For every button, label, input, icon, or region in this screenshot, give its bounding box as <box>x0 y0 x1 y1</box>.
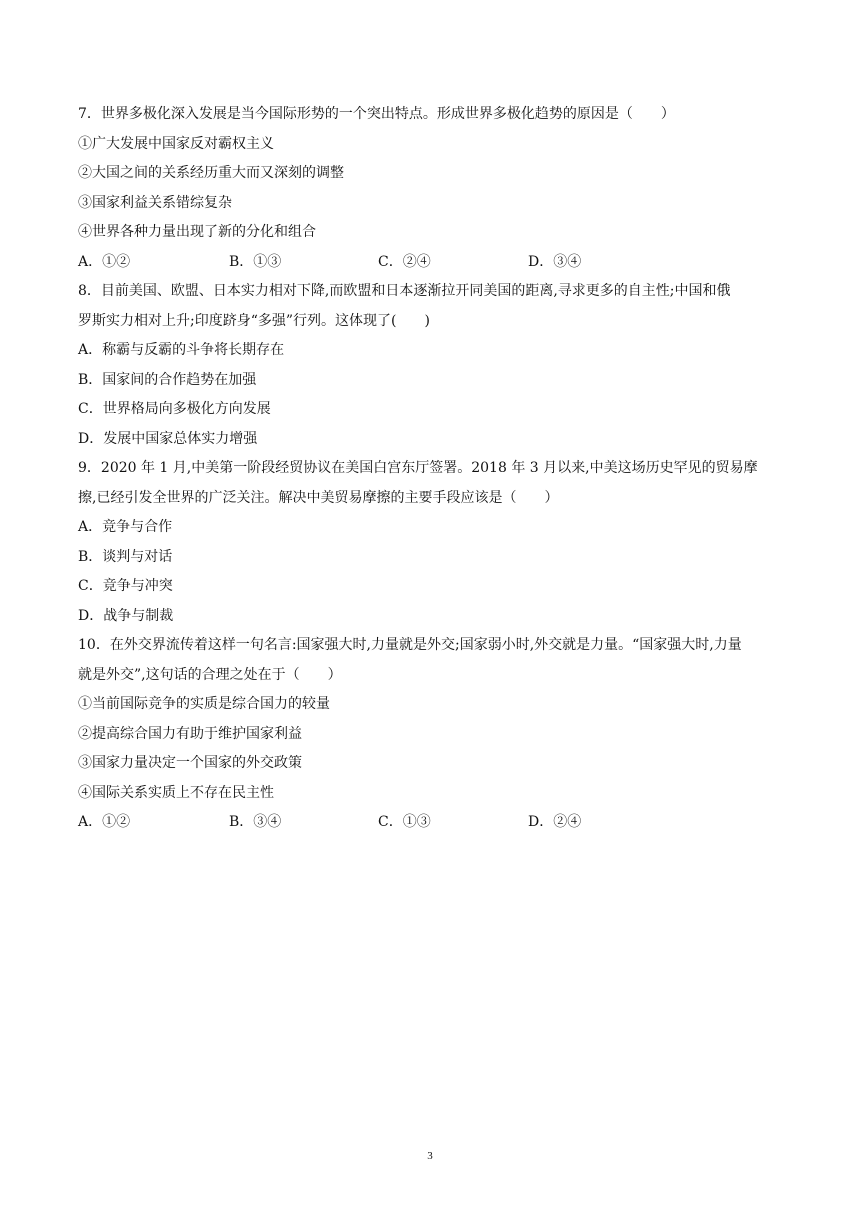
q8-choice-b: B．国家间的合作趋势在加强 <box>78 372 257 388</box>
q10-option-b: B．③④ <box>229 814 282 830</box>
q9-choice-c: C．竞争与冲突 <box>78 578 173 594</box>
q8-choice-c: C．世界格局向多极化方向发展 <box>78 401 271 417</box>
q7-item-1: ①广大发展中国家反对霸权主义 <box>78 136 274 152</box>
q7-item-4: ④世界各种力量出现了新的分化和组合 <box>78 224 316 240</box>
q8-stem-line-1: 8．目前美国、欧盟、日本实力相对下降,而欧盟和日本逐渐拉开同美国的距离,寻求更多的自主性;中国和俄 <box>78 283 731 299</box>
q7-option-d: D．③④ <box>528 254 582 270</box>
q9-choice-a: A．竞争与合作 <box>78 519 173 535</box>
q8-choice-d: D．发展中国家总体实力增强 <box>78 431 258 447</box>
q9-choice-d: D．战争与制裁 <box>78 608 174 624</box>
q10-item-3: ③国家力量决定一个国家的外交政策 <box>78 755 302 771</box>
q7-item-2: ②大国之间的关系经历重大而又深刻的调整 <box>78 165 344 181</box>
q10-item-2: ②提高综合国力有助于维护国家利益 <box>78 726 302 742</box>
q7-option-b: B．①③ <box>229 254 282 270</box>
q8-choice-a: A．称霸与反霸的斗争将长期存在 <box>78 342 285 358</box>
q7-options <box>78 252 778 272</box>
q10-stem-line-2: 就是外交”,这句话的合理之处在于（ ） <box>78 667 342 683</box>
q10-options <box>78 812 778 832</box>
q10-option-d: D．②④ <box>528 814 582 830</box>
q9-stem-line-2: 擦,已经引发全世界的广泛关注。解决中美贸易摩擦的主要手段应该是（ ） <box>78 490 559 506</box>
q10-option-c: C．①③ <box>378 814 431 830</box>
q7-option-a: A．①② <box>78 254 131 270</box>
q8-stem-line-2: 罗斯实力相对上升;印度跻身“多强”行列。这体现了( ) <box>78 313 430 329</box>
q10-stem-line-1: 10．在外交界流传着这样一句名言:国家强大时,力量就是外交;国家弱小时,外交就是力量。“国家强大时,力量 <box>78 637 742 653</box>
q9-stem-line-1: 9．2020 年 1 月,中美第一阶段经贸协议在美国白宫东厅签署。2018 年 3 月以来,中美这场历史罕见的贸易摩 <box>78 460 758 476</box>
q10-item-4: ④国际关系实质上不存在民主性 <box>78 785 274 801</box>
q7-stem: 7．世界多极化深入发展是当今国际形势的一个突出特点。形成世界多极化趋势的原因是（ ） <box>78 106 675 122</box>
page-number: 3 <box>427 1150 433 1162</box>
q10-option-a: A．①② <box>78 814 131 830</box>
q7-option-c: C．②④ <box>378 254 431 270</box>
q7-item-3: ③国家利益关系错综复杂 <box>78 195 232 211</box>
q9-choice-b: B．谈判与对话 <box>78 549 173 565</box>
q10-item-1: ①当前国际竞争的实质是综合国力的较量 <box>78 696 330 712</box>
